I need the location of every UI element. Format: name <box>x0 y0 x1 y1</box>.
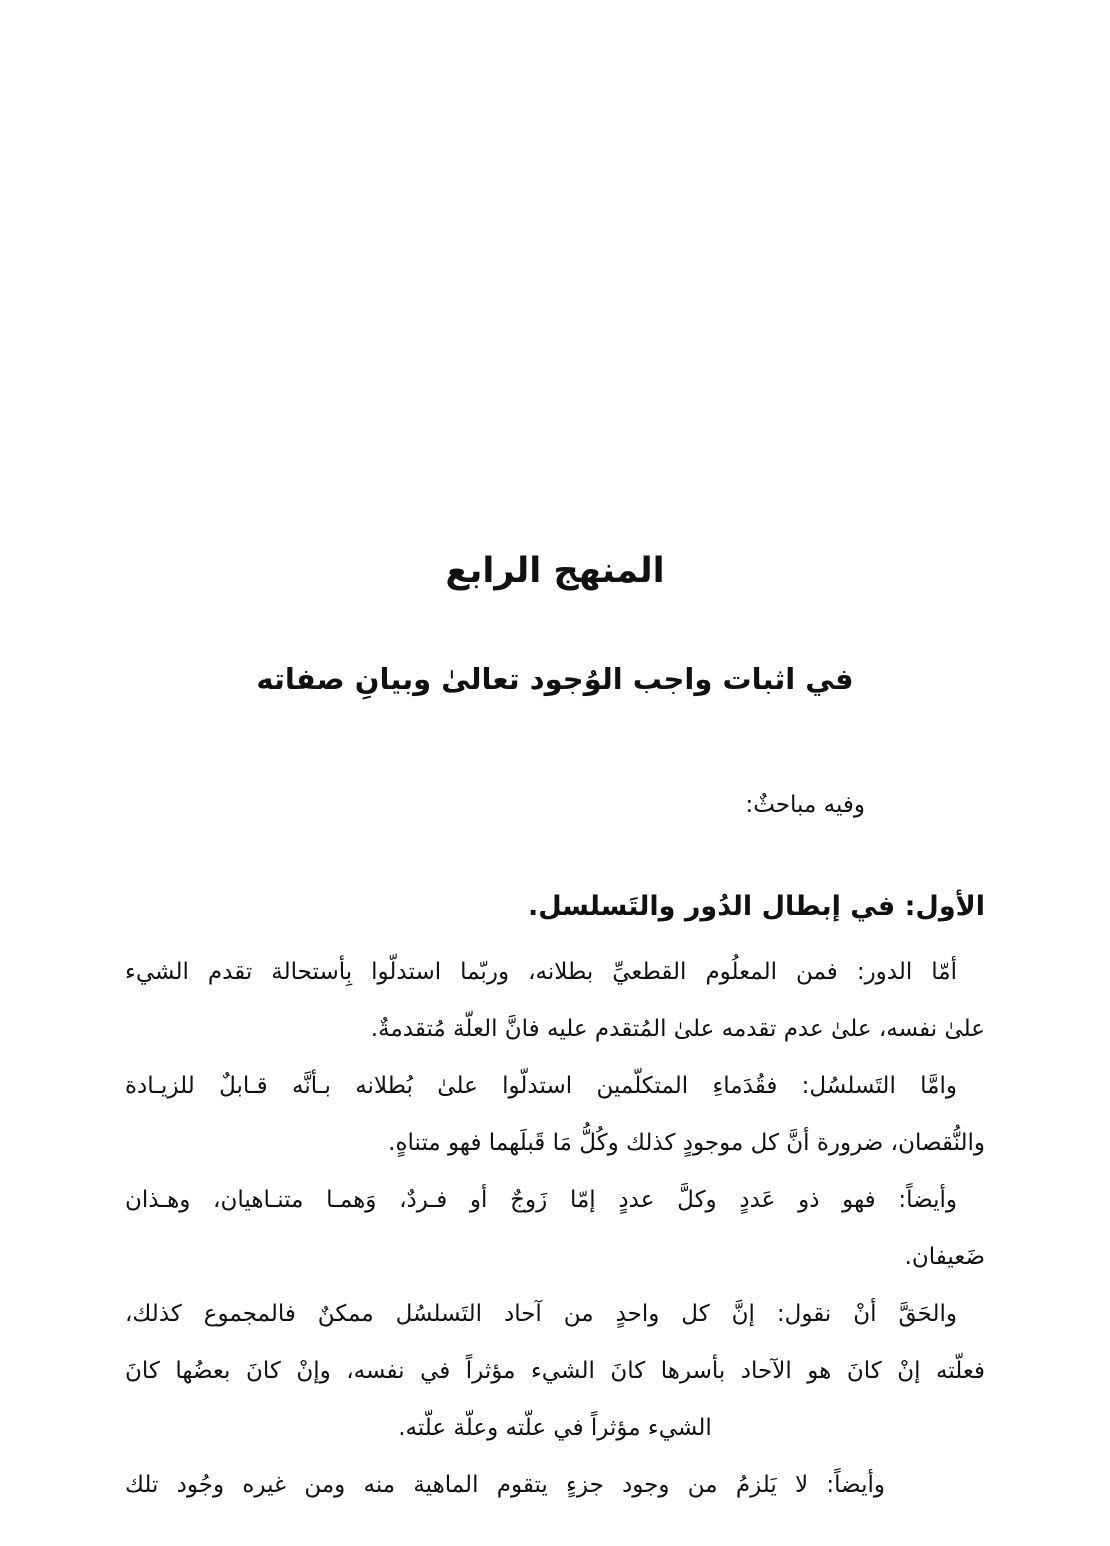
text-line: علىٰ نفسه، علىٰ عدم تقدمه علىٰ المُتقدم عليه فانَّ العلّة مُتقدمةٌ. <box>370 1015 985 1042</box>
body-text <box>125 944 985 1514</box>
text-line: وأيضاً: فهو ذو عَددٍ وكلَّ عددٍ إمّا زَوجٌ أو فـردٌ، وَهمـا متنـاهيان، وهـذان <box>125 1186 957 1213</box>
chapter-title: المنهج الرابع <box>445 551 665 591</box>
text-line: ضَعيفان. <box>904 1243 985 1270</box>
text-line: والنُّقصان، ضرورة أنَّ كل موجودٍ كذلك وكُلُّ مَا قَبلَهما فهو متناهٍ. <box>388 1129 985 1156</box>
text-line: والحَقَّ أنْ نقول: إنَّ كل واحدٍ من آحاد التَسلسُل ممكنٌ فالمجموع كذلك، <box>125 1300 957 1327</box>
intro-line: وفيه مباحثٌ: <box>745 791 865 818</box>
chapter-subtitle: في اثبات واجب الوُجود تعالىٰ وبيانِ صفاته <box>256 662 854 696</box>
section-heading: الأول: في إبطال الدُور والتَسلسل. <box>527 890 985 922</box>
text-line: فعلّته إنْ كانَ هو الآحاد بأسرها كانَ الشيء مؤثراً في نفسه، وإنْ كانَ بعضُها كانَ <box>125 1357 985 1384</box>
text-line: أمّا الدور: فمن المعلُوم القطعيِّ بطلانه، وربّما استدلّوا بِأستحالة تقدم الشيء <box>125 958 957 985</box>
text-line: الشيء مؤثراً في علّته وعلّة علّته. <box>398 1414 712 1441</box>
text-line: وأيضاً: لا يَلزمُ من وجود جزءٍ يتقوم الماهية منه ومن غيره وجُود تلك <box>125 1471 885 1498</box>
text-line: وامَّا التَسلسُل: فقُدَماءِ المتكلّمين استدلّوا علىٰ بُطلانه بـأنَّه قـابلٌ للزيـادة <box>125 1072 957 1099</box>
